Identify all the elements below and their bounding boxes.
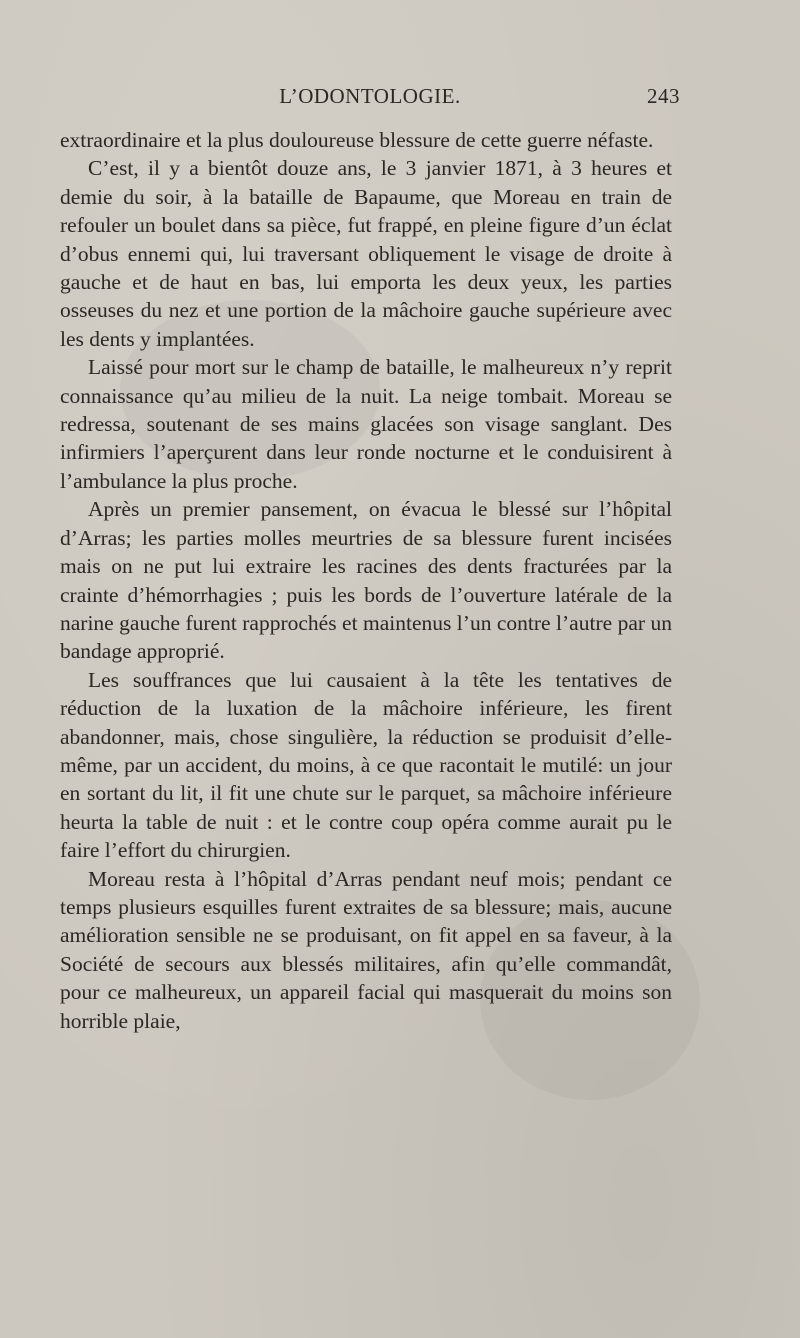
page-number: 243 [647,84,680,108]
paragraph: Après un premier pansement, on évacua le blessé sur l’hôpital d’Arras; les parties molles meurtries de sa blessure furent incisées mais on ne put lui extraire les racines des dents fracturées par la crainte d’hémorrhagies ; puis les bords de l’ouverture latérale de la narine gauche furent rapprochés et maintenus l’un contre l’autre par un bandage approprié. [60,497,672,664]
body-text [60,126,672,1035]
running-title: L’ODONTOLOGIE. [279,84,461,108]
paragraph: Les souffrances que lui causaient à la tête les tentatives de réduction de la luxation de la mâchoire inférieure, les firent abandonner, mais, chose singulière, la réduction se produisit d’elle-même, par un accident, du moins, à ce que racontait le mutilé: un jour en sortant du lit, il fit une chute sur le parquet, sa mâchoire inférieure heurta la table de nuit : et le contre coup opéra comme aurait pu le faire l’effort du chirurgien. [60,667,672,863]
paragraph: C’est, il y a bientôt douze ans, le 3 janvier 1871, à 3 heures et demie du soir, à la bataille de Bapaume, que Moreau en train de refouler un boulet dans sa pièce, fut frappé, en pleine figure d’un éclat d’obus ennemi qui, lui traversant obliquement le visage de droite à gauche et de haut en bas, lui emporta les deux yeux, les parties osseuses du nez et une portion de la mâchoire gauche supérieure avec les dents y implantées. [60,156,672,351]
paragraph: extraordinaire et la plus douloureuse blessure de cette guerre néfaste. [60,128,654,152]
paragraph: Moreau resta à l’hôpital d’Arras pendant neuf mois; pendant ce temps plusieurs esquilles furent extraites de sa blessure; mais, aucune amélioration sensible ne se produisant, on fit appel en sa faveur, à la Société de secours aux blessés militaires, afin qu’elle commandât, pour ce malheureux, un appareil facial qui masquerait du moins son horrible plaie, [60,866,672,1033]
paragraph: Laissé pour mort sur le champ de bataille, le malheureux n’y reprit connaissance qu’au milieu de la nuit. La neige tombait. Moreau se redressa, soutenant de ses mains glacées son visage sanglant. Des infirmiers l’aperçurent dans leur ronde nocturne et le conduisirent à l’ambulance la plus proche. [60,355,672,493]
page-header [60,84,680,116]
